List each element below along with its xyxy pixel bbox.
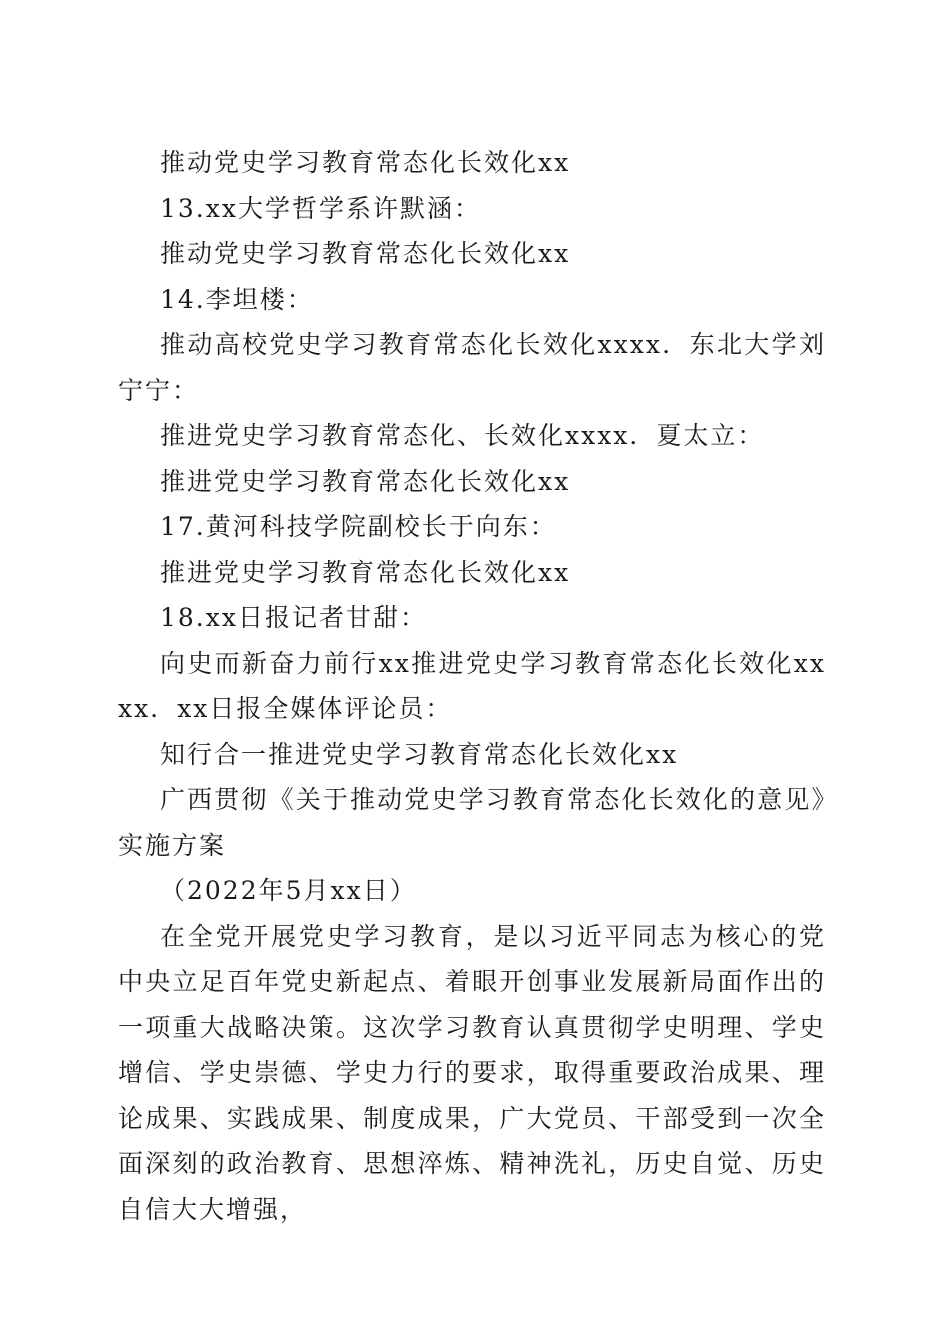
paragraph-13: 广西贯彻《关于推动党史学习教育常态化长效化的意见》实施方案 xyxy=(118,785,826,860)
paragraph-4: 14.李坦楼： xyxy=(160,284,314,314)
paragraph-6: 推进党史学习教育常态化、长效化xxxx．夏太立： xyxy=(160,421,765,450)
paragraph-1: 推动党史学习教育常态化长效化xx xyxy=(160,148,571,177)
paragraph-12: 知行合一推进党史学习教育常态化长效化xx xyxy=(160,739,679,769)
paragraph-15: 在全党开展党史学习教育，是以习近平同志为核心的党中央立足百年党史新起点、着眼开创事业发展新局面作出的一项重大战略决策。这次学习教育认真贯彻学史明理、学史增信、学史崇德、学史力行的要求，取得重要政治成果、理论成果、实践成果、制度成果，广大党员、干部受到一次全面深刻的政治教育、思想淬炼、精神洗礼，历史自觉、历史自信大大增强， xyxy=(118,921,826,1224)
paragraph-10: 18.xx日报记者甘甜： xyxy=(160,603,427,632)
paragraph-11: 向史而新奋力前行xx推进党史学习教育常态化长效化xxxx．xx日报全媒体评论员： xyxy=(118,648,826,723)
paragraph-2: 13.xx大学哲学系许默涵： xyxy=(160,193,481,223)
document-body xyxy=(118,140,826,1232)
paragraph-5: 推动高校党史学习教育常态化长效化xxxx．东北大学刘宁宁： xyxy=(118,330,826,405)
paragraph-7: 推进党史学习教育常态化长效化xx xyxy=(160,466,571,496)
paragraph-3: 推动党史学习教育常态化长效化xx xyxy=(160,239,571,268)
paragraph-9: 推进党史学习教育常态化长效化xx xyxy=(160,557,571,587)
paragraph-8: 17.黄河科技学院副校长于向东： xyxy=(160,512,557,541)
paragraph-14-date: （2022年5月xx日） xyxy=(160,876,417,905)
